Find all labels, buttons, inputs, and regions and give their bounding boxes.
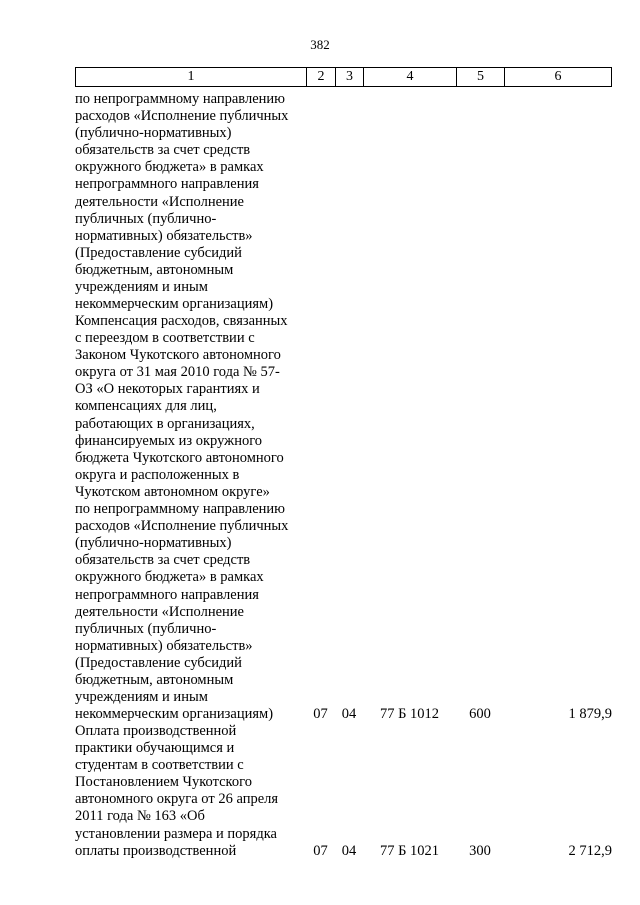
- row-expense-type: 300: [469, 843, 491, 859]
- column-header-2: 2: [306, 67, 335, 87]
- column-header-4: 4: [363, 67, 456, 87]
- row-expense-type: 600: [469, 706, 491, 722]
- column-header-5: 5: [456, 67, 504, 87]
- row-target-code: 77 Б 1021: [379, 843, 440, 859]
- row-description: Оплата производственной практики обучающимся и студентам в соответствии с Постановлением Чукотского автономного округа от 26 апреля 2011 года № 163 «Об установлении размера и порядка оплаты производственной: [75, 723, 279, 859]
- row-subsection: 04: [341, 706, 357, 722]
- column-header-6: 6: [504, 67, 612, 87]
- row-description: по непрограммному направлению расходов «Исполнение публичных (публично-нормативных) обязательств за счет средств окружного бюджета» в рамках непрограммного направления деятельности «Исполнение публичных (публично- нормативных) обязательств» (Предоставление субсидий бюджетным, автономным учреждениям и иным некоммерческим организациям): [75, 91, 289, 313]
- row-target-code: 77 Б 1012: [379, 706, 440, 722]
- row-section: 07: [313, 706, 328, 722]
- row-amount: 2 712,9: [568, 843, 612, 859]
- page-number: 382: [310, 37, 330, 52]
- row-description: Компенсация расходов, связанных с переездом в соответствии с Законом Чукотского автономного округа от 31 мая 2010 года № 57- ОЗ «О некоторых гарантиях и компенсациях для лиц, работающих в организациях, финансируемых из окружного бюджета Чукотского автономного округа и расположенных в Чукотском автономном округе» по непрограммному направлению расходов «Исполнение публичных (публично-нормативных) обязательств за счет средств окружного бюджета» в рамках непрограммного направления деятельности «Исполнение публичных (публично- нормативных) обязательств» (Предоставление субсидий бюджетным, автономным учреждениям и иным некоммерческим организациям): [75, 313, 289, 723]
- row-subsection: 04: [341, 843, 357, 859]
- column-header-3: 3: [335, 67, 363, 87]
- row-section: 07: [313, 843, 328, 859]
- row-amount: 1 879,9: [568, 706, 612, 722]
- column-header-1: 1: [75, 67, 306, 87]
